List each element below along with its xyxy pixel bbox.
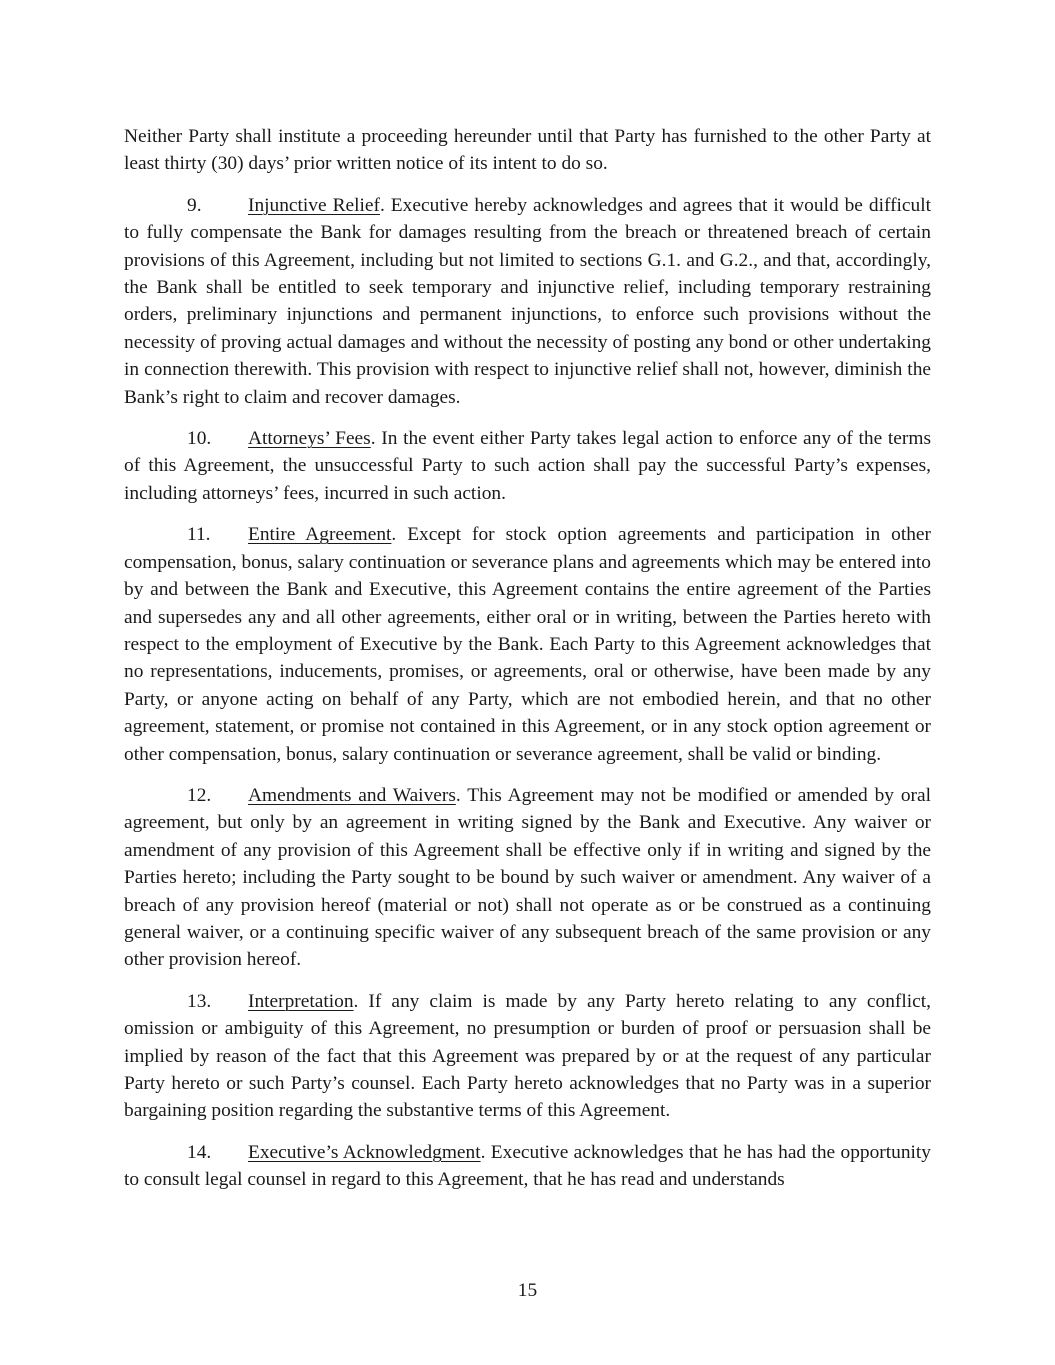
section-11-body: . Except for stock option agreements and participation in other compensation, bonus, salary continuation or severance plans and agreements which may be entered into by and between the Bank and Executive, this Agreement contains the entire agreement of the Parties and supersedes any and all other agreements, either oral or in writing, between the Parties hereto with respect to the employment of Executive by the Bank. Each Party to this Agreement acknowledges that no representations, inducements, promises, or agreements, oral or otherwise, have been made by any Party, or anyone acting on behalf of any Party, which are not embodied herein, and that no other agreement, statement, or promise not contained in this Agreement, or in any stock option agreement or other compensation, bonus, salary continuation or severance agreement, shall be valid or binding. [124,524,931,765]
section-10-body: . In the event either Party takes legal action to enforce any of the terms of this Agreement, the unsuccessful Party to such action shall pay the successful Party’s expenses, including attorneys’ fees, incurred in such action. [124,428,931,504]
section-13-number: 13. [187,990,212,1012]
section-14-number: 14. [187,1141,212,1163]
document-body [124,123,931,1208]
section-9-paragraph [124,192,931,411]
section-9-body: . Executive hereby acknowledges and agrees that it would be difficult to fully compensate the Bank for damages resulting from the breach or threatened breach of certain provisions of this Agreement, including but not limited to sections G.1. and G.2., and that, accordingly, the Bank shall be entitled to seek temporary and injunctive relief, including temporary restraining orders, preliminary injunctions and permanent injunctions, to enforce such provisions without the necessity of proving actual damages and without the necessity of posting any bond or other undertaking in connection therewith. This provision with respect to injunctive relief shall not, however, diminish the Bank’s right to claim and recover damages. [124,194,932,408]
section-13-paragraph [124,988,931,1125]
section-14-paragraph [124,1139,931,1194]
section-9-number: 9. [187,194,202,216]
continuation-paragraph: Neither Party shall institute a proceeding hereunder until that Party has furnished to the other Party at least thirty (30) days’ prior written notice of its intent to do so. [124,126,931,175]
page-number: 15 [517,1280,538,1301]
section-14-heading: Executive’s Acknowledgment [248,1141,481,1163]
section-14-body: . Executive acknowledges that he has had the opportunity to consult legal counsel in regard to this Agreement, that he has read and understands [124,1141,931,1191]
section-12-heading: Amendments and Waivers [248,784,456,806]
section-13-body: . If any claim is made by any Party hereto relating to any conflict, omission or ambiguity of this Agreement, no presumption or burden of proof or persuasion shall be implied by reason of the fact that this Agreement was prepared by or at the request of any particular Party hereto or such Party’s counsel. Each Party hereto acknowledges that no Party was in a superior bargaining position regarding the substantive terms of this Agreement. [124,990,931,1122]
section-12-number: 12. [187,784,212,806]
section-13-heading: Interpretation [248,990,354,1012]
section-10-paragraph [124,425,931,507]
section-11-number: 11. [187,524,211,546]
section-11-heading: Entire Agreement [248,524,392,546]
section-10-heading: Attorneys’ Fees [248,428,371,450]
section-11-paragraph [124,521,931,768]
section-12-body: . This Agreement may not be modified or amended by oral agreement, but only by an agreement in writing signed by the Bank and Executive. Any waiver or amendment of any provision of this Agreement shall be effective only if in writing and signed by the Parties hereto; including the Party sought to be bound by such waiver or amendment. Any waiver of a breach of any provision hereof (material or not) shall not operate as or be construed as a continuing general waiver, or a continuing specific waiver of any subsequent breach of the same provision or any other provision hereof. [124,784,931,971]
section-9-heading: Injunctive Relief [248,194,380,216]
section-12-paragraph [124,782,931,974]
section-10-number: 10. [187,428,212,450]
